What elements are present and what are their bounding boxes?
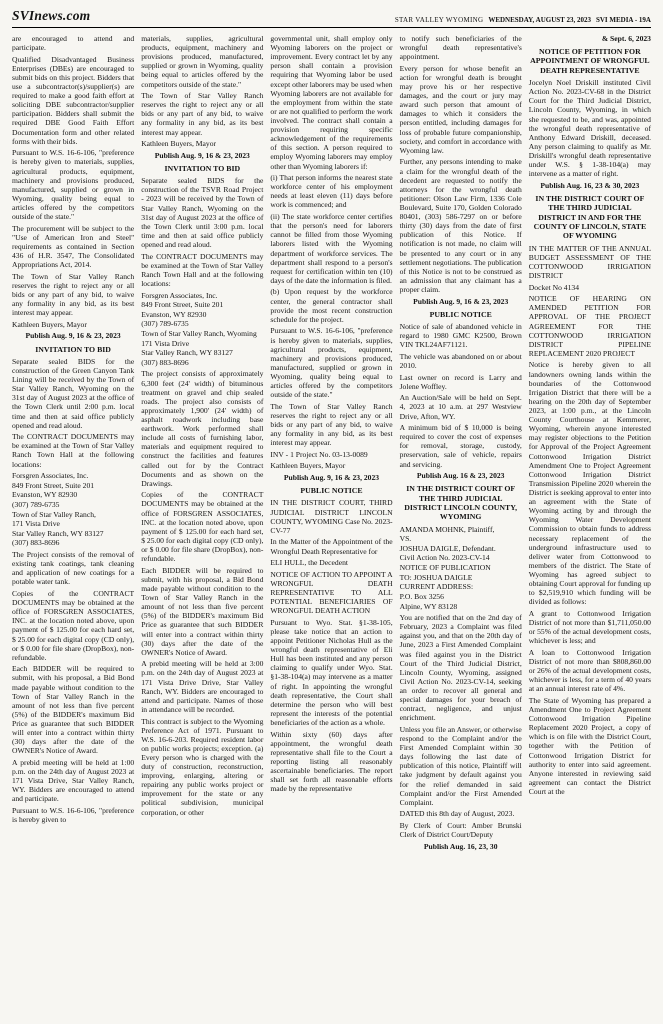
notice-paragraph: Copies of the CONTRACT DOCUMENTS may be obtained at the office of FORSGREN ASSOCIATES, INC. at the location noted above, upon payment of $ 125.00 for each hard set, $ 25.00 for each digital copy (CD only), or $ 0.00 for file share (DropBox), non-refundable. — [12, 588, 135, 662]
notice-paragraph: The Town of Star Valley Ranch reserves the right to reject any or all bids or any part of any bid, to waive any formality in any bid, as its best interest may appear. — [270, 401, 393, 448]
address-line: 171 Vista Drive — [141, 338, 190, 348]
column-1 — [12, 34, 134, 855]
notice-line: Docket No 4134 — [528, 282, 579, 292]
header-dateline — [395, 16, 651, 24]
site-title: SVInews.com — [12, 8, 91, 23]
column-2 — [141, 34, 263, 855]
notice-paragraph: A minimum bid of $ 10,000 is being required to cover the cost of expenses for removal, storage, custody, preservation, sale of vehicle, repairs and servicing. — [399, 423, 522, 469]
address-block — [12, 471, 134, 547]
notice-paragraph: The project consists of approximately 6,300 feet (24' width) of bituminous treatment on gravel and chip sealed roads. The project also consists of approximately 1,900' (24' width) of asphalt roadwork including base earthwork. Work performed shall include all costs of furnishing labor, materials and equipment required to construct the facilities and features called out for by the Contract Documents and as shown on the Drawings. — [141, 369, 264, 488]
notice-paragraph: Each BIDDER will be required to submit, with his proposal, a Bid Bond made payable without condition to the Town of Star Valley Ranch in the amount of not less than five percent (5%) of the BIDDER's maximum Bid Price as guarantee that such BIDDER will enter into a contract within thirty (30) days after the date of the OWNER's Notice of Award. — [141, 565, 264, 657]
notice-paragraph: A prebid meeting will be held at 1:00 p.m. on the 24th day of August 2023 at 171 Vista Drive, Star Valley Ranch, WY. Bidders are encouraged to attend and participate. — [12, 757, 135, 804]
notice-paragraph: governmental unit, shall employ only Wyoming laborers on the project or improvement. Every contract let by any person shall contain a provision requiring that Wyoming labor be used except other laborers may be used when Wyoming laborers are not available for the employment from within the state or are not qualified to perform the work involved. The contract shall contain a provision requiring specific acknowledgement of the requirements of this section. A person required to employ Wyoming laborers may employ other than Wyoming laborers if: — [270, 34, 393, 171]
address-line: JOSHUA DAIGLE, Defendant. — [399, 543, 496, 553]
notice-heading: INVITATION TO BID — [164, 163, 241, 173]
notice-paragraph: Pursuant to W.S. 16-6-106, "preference is hereby given to materials, supplies, agricultural products, equipment, machinery and provisions produced, manufactured, supplied or grown in Wyoming, quality being equal to articles offered by the competitors outside of the state." — [270, 326, 393, 400]
address-line: Civil Action No. 2023-CV-14 — [399, 553, 490, 563]
address-line: NOTICE OF PUBLICATION — [399, 563, 491, 573]
notice-paragraph: The Town of Star Valley Ranch reserves the right to reject any or all bids or any part of any bid, to waive any formality in any bid, as its best interest may appear. — [12, 271, 135, 318]
notice-heading: IN THE DISTRICT COURT OF THE THIRD JUDICIAL DISTRICT IN AND FOR THE COUNTY OF LINCOLN, STATE OF WYOMING — [533, 193, 647, 241]
notice-line: Kathleen Buyers, Mayor — [141, 139, 217, 149]
header-date: WEDNESDAY, AUGUST 23, 2023 — [488, 16, 591, 24]
notice-heading: NOTICE OF PETITION FOR APPOINTMENT OF WRONGFUL DEATH REPRESENTATIVE — [530, 47, 650, 75]
notice-paragraph: NOTICE OF ACTION TO APPOINT A WRONGFUL DEATH REPRESENTATIVE TO ALL POTENTIAL BENEFICIARIES OF WRONGFUL DEATH ACTION — [270, 569, 393, 616]
notice-paragraph: Each BIDDER will be required to submit, with his proposal, a Bid Bond made payable without condition to the Town of Star Valley Ranch in the amount of not less than five percent (5%) of the BIDDER's maximum Bid Price as guarantee that such BIDDER will enter into a contract within thirty (30) days after the date of the OWNER's Notice of Award. — [12, 664, 135, 756]
publish-line: Publish Aug. 9, 16 & 23, 2023 — [413, 296, 509, 306]
notice-paragraph: to notify such beneficiaries of the wrongful death representative's appointment. — [399, 34, 522, 62]
address-block — [400, 525, 522, 611]
notice-paragraph: DATED this 8th day of August, 2023. — [399, 809, 515, 819]
notice-paragraph: Copies of the CONTRACT DOCUMENTS may be obtained at the office of FORSGREN ASSOCIATES, INC. at the location noted above, upon payment of $ 125.00 for each hard set, $ 25.00 for each digital copy (CD only), or $ 0.00 for file share (DropBox), non-refundable. — [141, 490, 264, 564]
notice-paragraph: (ii) The state workforce center certifies that the person's need for laborers cannot be filled from those Wyoming laborers listed with the Wyoming department of workforce services. The department shall respond to a person's request for certification within ten (10) days of the date the information is filed. — [270, 212, 393, 285]
address-line: (307) 789-6735 — [141, 319, 189, 329]
notice-paragraph: You are notified that on the 2nd day of February, 2023 a Complaint was filed against you, and that on the 20th day of June, 2023 a First Amended Complaint was filed against you in the District Court of the Third Judicial District, Lincoln County, Wyoming, assigned Civil Action No. 2023-CV-14, seeking an order to recover all general and special damages for your breach of contract, negligence, and unjust enrichment. — [399, 613, 522, 723]
page-header — [12, 8, 651, 28]
column-5 — [529, 34, 651, 855]
address-line: Alpine, WY 83128 — [399, 601, 458, 611]
notice-paragraph: Notice is hereby given to all landowners owning lands within the boundaries of the Cottonwood Irrigation District that there will be a hearing on the 20th day of September 2023, at 1:00 p.m., at the Lincoln County Courthouse at Kemmerer, Wyoming, wherein anyone interested may register objections to the Petition for Approval of the Project Agreement Cottonwood Irrigation District Amendment One to Project Agreement Cottonwood Irrigation District Transmission Pipeline 2020 wherein the District is seeking approval to enter into an agreement with the State of Wyoming acting by and through the Wyoming Water Development Commission to obtain funds to address necessary replacement of the underground infrastructure used to deliver water from Cottonwood to members of the district. The State of Wyoming has agreed subject to obtaining Court approval for funding up to $2,519,910 which funding will be divided as follows: — [528, 360, 651, 607]
address-line: P.O. Box 3256 — [399, 591, 444, 601]
notice-paragraph: Pursuant to W.S. 16-6-106, "preference is hereby given to materials, supplies, agricultural products, equipment, machinery and provisions produced, manufactured, supplied or grown in Wyoming, quality being equal to articles offered by the competitors outside of the state." — [12, 148, 135, 222]
address-line: TO: JOSHUA DAIGLE — [399, 572, 473, 582]
notice-paragraph: IN THE DISTRICT COURT, THIRD JUDICIAL DISTRICT LINCOLN COUNTY, WYOMING Case No. 2023-CV-77 — [270, 498, 393, 535]
notice-paragraph: Pursuant to W.S. 16-6-106, "preference is hereby given to — [12, 805, 135, 825]
notice-paragraph: Unless you file an Answer, or otherwise respond to the Complaint and/or the First Amended Complaint within 30 days following the last date of publication of this notice, Plaintiff will take judgment by default against you for the relief demanded in said Complaint and/or the First Amended Complaint. — [399, 724, 522, 807]
publish-line: & Sept. 6, 2023 — [601, 34, 651, 43]
notice-paragraph: The CONTRACT DOCUMENTS may be examined at the Town of Star Valley Ranch Town Hall at the following locations: — [12, 432, 135, 469]
column-3 — [270, 34, 392, 855]
legal-notices-columns — [12, 34, 651, 855]
notice-paragraph: Separate sealed BIDS for the construction of the TSVR Road Project - 2023 will be received by the Town of Star Valley Ranch, Wyoming on the 31st day of August 2023 at the office of the Town Clerk until 3:00 p.m. local time and then at said office publicly opened and read aloud. — [141, 176, 264, 250]
notice-paragraph: Notice of sale of abandoned vehicle in regard to 1980 GMC K2500, Brown VIN TKL24AF71121. — [399, 322, 522, 350]
notice-heading: INVITATION TO BID — [35, 344, 111, 354]
address-line: Town of Star Valley Ranch, — [12, 509, 96, 519]
address-line: CURRENT ADDRESS: — [399, 582, 474, 592]
notice-heading: IN THE DISTRICT COURT OF THE THIRD JUDICIAL DISTRICT LINCOLN COUNTY, WYOMING — [404, 484, 518, 522]
notice-paragraph: Every person for whose benefit an action for wrongful death is brought may prove his or her respective damages, and the court or jury may award such person that amount of damages to which it considers the person entitled, including damages for loss of probable future companionship, society, and comfort in accordance with Wyoming law. — [399, 63, 522, 155]
address-line: Forsgren Associates, Inc. — [12, 471, 89, 481]
address-line: Forsgren Associates, Inc. — [141, 290, 218, 300]
address-line: Evanston, WY 82930 — [141, 309, 207, 319]
publish-line: Publish Aug. 16 & 23, 2023 — [416, 471, 505, 481]
notice-paragraph: An Auction/Sale will be held on Sept. 4, 2023 at 10 a.m. at 297 Westview Drive, Afton, WY. — [399, 393, 522, 421]
address-line: Evanston, WY 82930 — [12, 490, 78, 500]
publish-line: Publish Aug. 9, 16 & 23, 2023 — [154, 150, 250, 160]
notice-paragraph: The Project consists of the removal of existing tank coatings, tank cleaning and application of new coatings for a potable water tank. — [12, 550, 135, 587]
notice-line: Kathleen Buyers, Mayor — [12, 319, 87, 329]
header-location: STAR VALLEY WYOMING — [394, 16, 484, 24]
address-line: 849 Front Street, Suite 201 — [12, 480, 95, 490]
address-line: Town of Star Valley Ranch, Wyoming — [141, 329, 257, 339]
notice-line: INV - 1 Project No. 03-13-0089 — [270, 449, 368, 459]
address-line: (307) 883-8696 — [12, 538, 60, 548]
notice-paragraph: The CONTRACT DOCUMENTS may be examined at the Town of Star Valley Ranch Town Hall and at the following locations: — [141, 251, 264, 288]
notice-paragraph: are encouraged to attend and participate. — [12, 34, 135, 53]
notice-line: Kathleen Buyers, Mayor — [270, 461, 346, 471]
notice-paragraph: Qualified Disadvantaged Business Enterprises (DBEs) are encouraged to submit bids on this project. Bidders that use a subcontractor(s)/supplier(s) are required to make a good faith effort at soliciting DBE subcontractor/supplier participation. Bidders shall submit the required DBE Good Faith Effort Documentation form and other related forms with their bids. — [12, 54, 135, 146]
notice-paragraph: Separate sealed BIDS for the construction of the Green Canyon Tank Lining will be received by the Town of Star Valley Ranch, Wyoming on the 31st day of August 2023 at the office of the Town Clerk until 2:00 p.m. local time and then at said office publicly opened and read aloud. — [12, 356, 135, 430]
notice-paragraph: NOTICE OF HEARING ON AMENDED PETITION FOR APPROVAL OF THE PROJECT AGREEMENT FOR THE COTTONWOOD IRRIGATION DISTRICT PIPELINE REPLACEMENT 2020 PROJECT — [528, 294, 651, 358]
notice-paragraph: materials, supplies, agricultural products, equipment, machinery and provisions produced, manufactured, supplied or grown in Wyoming, quality being equal to articles offered by the competitors outside of the state." — [141, 34, 264, 89]
notice-paragraph: Pursuant to Wyo. Stat. §1-38-105, please take notice that an action to appoint Petitioner Nicholas Hull as the wrongful death representative of Eli Hull has been instituted and any person claiming to qualify under Wyo. Stat. §1-38-104(a) may intervene as a matter of right. In appointing the wrongful death representative, the Court shall determine the person who will best represent the interests of the potential beneficiaries of the action as a whole. — [270, 617, 393, 727]
column-4 — [400, 34, 522, 855]
notice-paragraph: By Clerk of Court: Amber Brunski Clerk of District Court/Deputy — [399, 821, 522, 840]
notice-paragraph: Last owner on record is Larry and Jolene Woffley. — [399, 372, 522, 391]
publish-line: Publish Aug. 16, 23 & 30, 2023 — [540, 180, 640, 190]
address-line: 849 Front Street, Suite 201 — [141, 300, 224, 310]
publish-line: Publish Aug. 9, 16 & 23, 2023 — [25, 331, 121, 341]
address-block — [141, 291, 263, 367]
address-line: Star Valley Ranch, WY 83127 — [141, 348, 233, 358]
notice-paragraph: In the Matter of the Appointment of the Wrongful Death Representative for — [270, 537, 393, 556]
notice-paragraph: Jocelyn Noel Driskill instituted Civil Action No. 2023-CV-68 in the District Court for the Third Judicial District, Lincoln County, Wyoming, in which she requested to be, and was, appointed the wrongful death representative of Anthony Edward Driskill, deceased. Any person claiming to qualify as Mr. Driskill's wrongful death representative under W.S. § 1-38-104(a) may intervene as a matter of right. — [528, 78, 651, 179]
address-line: (307) 883-8696 — [141, 357, 189, 367]
address-line: VS. — [399, 534, 412, 544]
notice-heading: PUBLIC NOTICE — [300, 486, 363, 496]
address-line: Star Valley Ranch, WY 83127 — [12, 528, 104, 538]
notice-paragraph: Within sixty (60) days after appointment, the wrongful death representative shall file to the Court a reporting listing all reasonably ascertainable beneficiaries. The report shall set forth all reasonable efforts made by the representative — [270, 729, 393, 794]
notice-line: ELI HULL, the Decedent — [270, 558, 348, 568]
notice-paragraph: A prebid meeting will be held at 3:00 p.m. on the 24th day of August 2023 at 171 Vista Drive Drive, Star Valley Ranch, WY. Bidders are encouraged to attend and participate. Names of those in attendance will be recorded. — [141, 659, 264, 714]
notice-paragraph: A loan to Cottonwood Irrigation District of not more than $808,860.00 or 26% of the actual development costs, whichever is less, for a term of 40 years at an annual interest rate of 4%. — [528, 647, 651, 694]
notice-paragraph: IN THE MATTER OF THE ANNUAL BUDGET ASSESSMENT OF THE COTTONWOOD IRRIGATION DISTRICT — [528, 243, 651, 280]
notice-paragraph: (b) Upon request by the workforce center, the general contractor shall provide the most recent construction schedule for the project. — [270, 287, 393, 324]
address-line: AMANDA MOHNK, Plaintiff, — [399, 524, 495, 534]
address-line: (307) 789-6735 — [12, 499, 60, 509]
notice-paragraph: This contract is subject to the Wyoming Preference Act of 1971. Pursuant to W.S. 16-6-203. Required resident labor on public works projects; exception. (a) Every person who is charged with the duty of construction, reconstruction, improving, enlarging, altering or repairing any public works project or improvement for the state or any political subdivision, municipal corporation, or other — [141, 716, 264, 817]
notice-paragraph: The vehicle was abandoned on or about 2010. — [399, 351, 522, 370]
address-line: 171 Vista Drive — [12, 519, 60, 529]
notice-paragraph: The State of Wyoming has prepared a Amendment One to Project Agreement Cottonwood Irrigation Pipeline Replacement 2020 Project, a copy of which is on file with the District Court, together with the Petition of Cottonwood Irrigation District for authority to enter into said agreement. Anyone interested in reviewing said agreement can contact the District Court at the — [528, 695, 651, 797]
notice-paragraph: (i) That person informs the nearest state workforce center of his employment needs at least eleven (11) days before work is commenced; and — [270, 173, 393, 210]
publish-line: Publish Aug. 16, 23, 30 — [423, 841, 498, 851]
notice-heading: PUBLIC NOTICE — [429, 309, 492, 319]
notice-paragraph: A grant to Cottonwood Irrigation District of not more than $1,711,050.00 or 55% of the actual development costs, whichever is less; and — [528, 608, 651, 646]
notice-paragraph: The Town of Star Valley Ranch reserves the right to reject any or all bids or any part of any bid, to waive any formality in any bid, as its best interest may appear. — [141, 91, 264, 137]
publish-line: Publish Aug. 9, 16 & 23, 2023 — [283, 473, 380, 483]
header-page-number: SVI MEDIA - 19A — [595, 16, 651, 24]
notice-paragraph: The procurement will be subject to the "Use of American Iron and Steel" requirements as contained in Section 436 of H.R. 3547, The Consolidated Appropriations Act, 2014. — [12, 223, 135, 270]
notice-paragraph: Further, any persons intending to make a claim for the wrongful death of the decedent are requested to notify the attorneys for the wrongful death petitioner: Olson Law Firm, 1336 Cole Boulevard, Suite 170, Golden Colorado 80401, (303) 586-7297 on or before thirty (30) days from the date of first publication of this Notice. If notification is not made, no claim will be presented to any court or in any settlement negotiations. The publication of this Notice is not to be construed as an admission that any claimant has a proper claim. — [399, 157, 522, 294]
